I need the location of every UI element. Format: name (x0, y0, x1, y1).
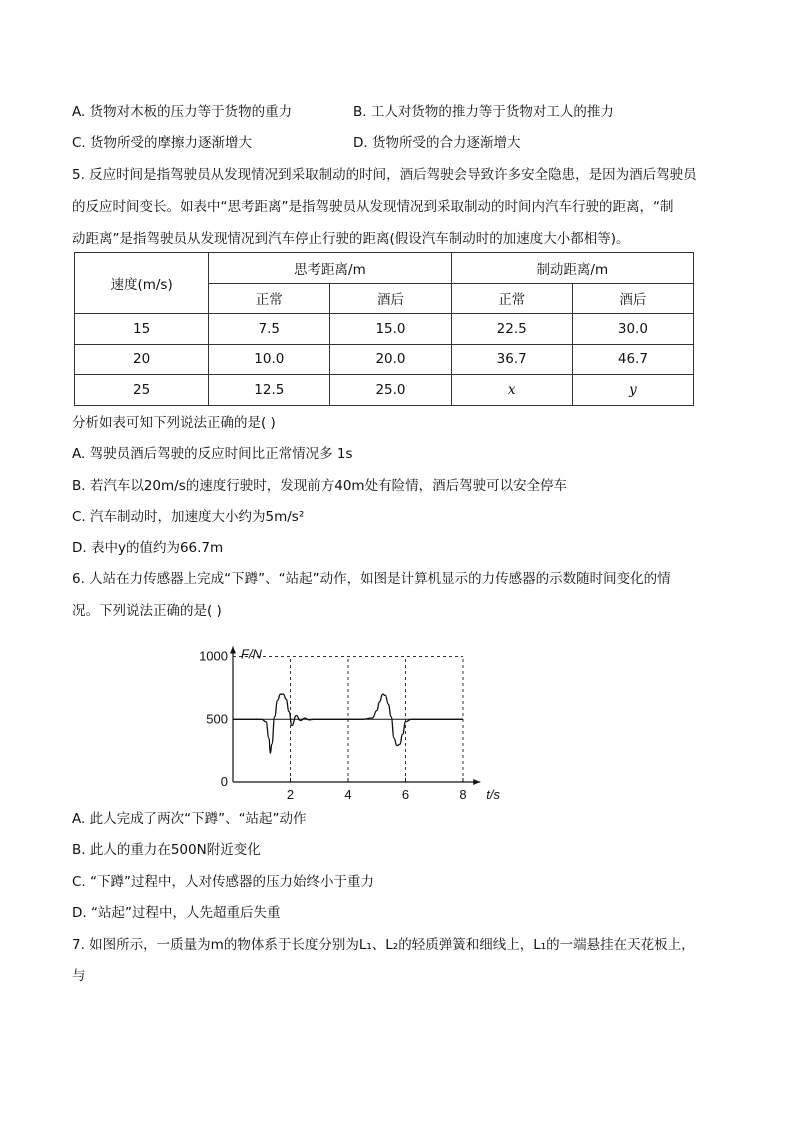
q6-option-a: A. 此人完成了两次“下蹲”、“站起”动作 (72, 811, 307, 827)
y-tick-label-500: 500 (206, 711, 228, 727)
table-row (75, 314, 694, 345)
table-cell: x (451, 375, 572, 406)
q5-data-table (74, 252, 694, 406)
y-axis-label: F/N (241, 646, 262, 662)
think-drunk-header: 酒后 (330, 283, 451, 314)
table-cell: 25.0 (330, 375, 451, 406)
table-cell: 30.0 (572, 314, 693, 345)
q4-option-c: C. 货物所受的摩擦力逐渐增大 (72, 135, 253, 151)
y-tick-label-1000: 1000 (199, 648, 228, 664)
brake-distance-header: 制动距离/m (451, 253, 693, 284)
table-cell: 15 (75, 314, 209, 345)
y-tick-label-0: 0 (220, 774, 228, 789)
table-cell: 22.5 (451, 314, 572, 345)
x-axis-arrow (473, 779, 480, 785)
x-tick-label-8: 8 (459, 787, 467, 802)
x-axis-label: t/s (486, 787, 500, 802)
table-row (75, 344, 694, 375)
q7-stem-line-2: 与 (72, 968, 86, 984)
table-cell: 12.5 (209, 375, 330, 406)
table-row (75, 375, 694, 406)
q5-stem-line-2: 的反应时间变长。如表中“思考距离”是指驾驶员从发现情况到采取制动的时间内汽车行驶的距离，“制 (72, 199, 674, 215)
x-tick-label-6: 6 (401, 787, 410, 802)
q5-option-d: D. 表中y的值约为66.7m (72, 540, 224, 556)
table-cell: 10.0 (209, 344, 330, 375)
table-cell: 15.0 (330, 314, 451, 345)
table-cell: 36.7 (451, 344, 572, 375)
q4-option-a: A. 货物对木板的压力等于货物的重力 (72, 104, 293, 120)
table-header-row (75, 253, 694, 284)
x-tick-label-2: 2 (286, 787, 295, 802)
brake-drunk-header: 酒后 (572, 283, 693, 314)
force-time-chart (195, 622, 515, 804)
table-cell: 20.0 (330, 344, 451, 375)
q5-option-c: C. 汽车制动时，加速度大小约为5m/s² (72, 509, 305, 525)
table-cell: 7.5 (209, 314, 330, 345)
table-cell: 46.7 (572, 344, 693, 375)
q6-stem-line-1: 6. 人站在力传感器上完成“下蹲”、“站起”动作，如图是计算机显示的力传感器的示数随时间变化的情 (72, 571, 671, 587)
q5-stem-line-1: 5. 反应时间是指驾驶员从发现情况到采取制动的时间，酒后驾驶会导致许多安全隐患，是因为酒后驾驶员 (72, 167, 697, 183)
q5-option-b: B. 若汽车以20m/s的速度行驶时，发现前方40m处有险情，酒后驾驶可以安全停车 (72, 478, 568, 494)
q5-prompt: 分析如表可知下列说法正确的是( ) (72, 415, 276, 431)
q6-option-c: C. “下蹲”过程中，人对传感器的压力始终小于重力 (72, 874, 374, 890)
q6-stem-line-2: 况。下列说法正确的是( ) (72, 603, 222, 619)
q5-stem-line-3: 动距离”是指驾驶员从发现情况到汽车停止行驶的距离(假设汽车制动时的加速度大小都相等)。 (72, 231, 630, 247)
y-axis-arrow (230, 646, 236, 653)
think-normal-header: 正常 (209, 283, 330, 314)
think-distance-header: 思考距离/m (209, 253, 451, 284)
table-cell: y (572, 375, 693, 406)
brake-normal-header: 正常 (451, 283, 572, 314)
q4-option-d: D. 货物所受的合力逐渐增大 (353, 135, 521, 151)
q6-option-b: B. 此人的重力在500N附近变化 (72, 842, 261, 858)
q6-option-d: D. “站起”过程中，人先超重后失重 (72, 905, 281, 921)
table-cell: 20 (75, 344, 209, 375)
table-cell: 25 (75, 375, 209, 406)
x-tick-label-4: 4 (344, 787, 352, 802)
speed-header: 速度(m/s) (75, 253, 209, 314)
q5-option-a: A. 驾驶员酒后驾驶的反应时间比正常情况多 1s (72, 446, 353, 462)
q4-option-b: B. 工人对货物的推力等于货物对工人的推力 (353, 104, 614, 120)
q7-stem-line-1: 7. 如图所示，一质量为m的物体系于长度分别为L₁、L₂的轻质弹簧和细线上，L₁的一端悬挂在天花板上， (72, 937, 695, 953)
